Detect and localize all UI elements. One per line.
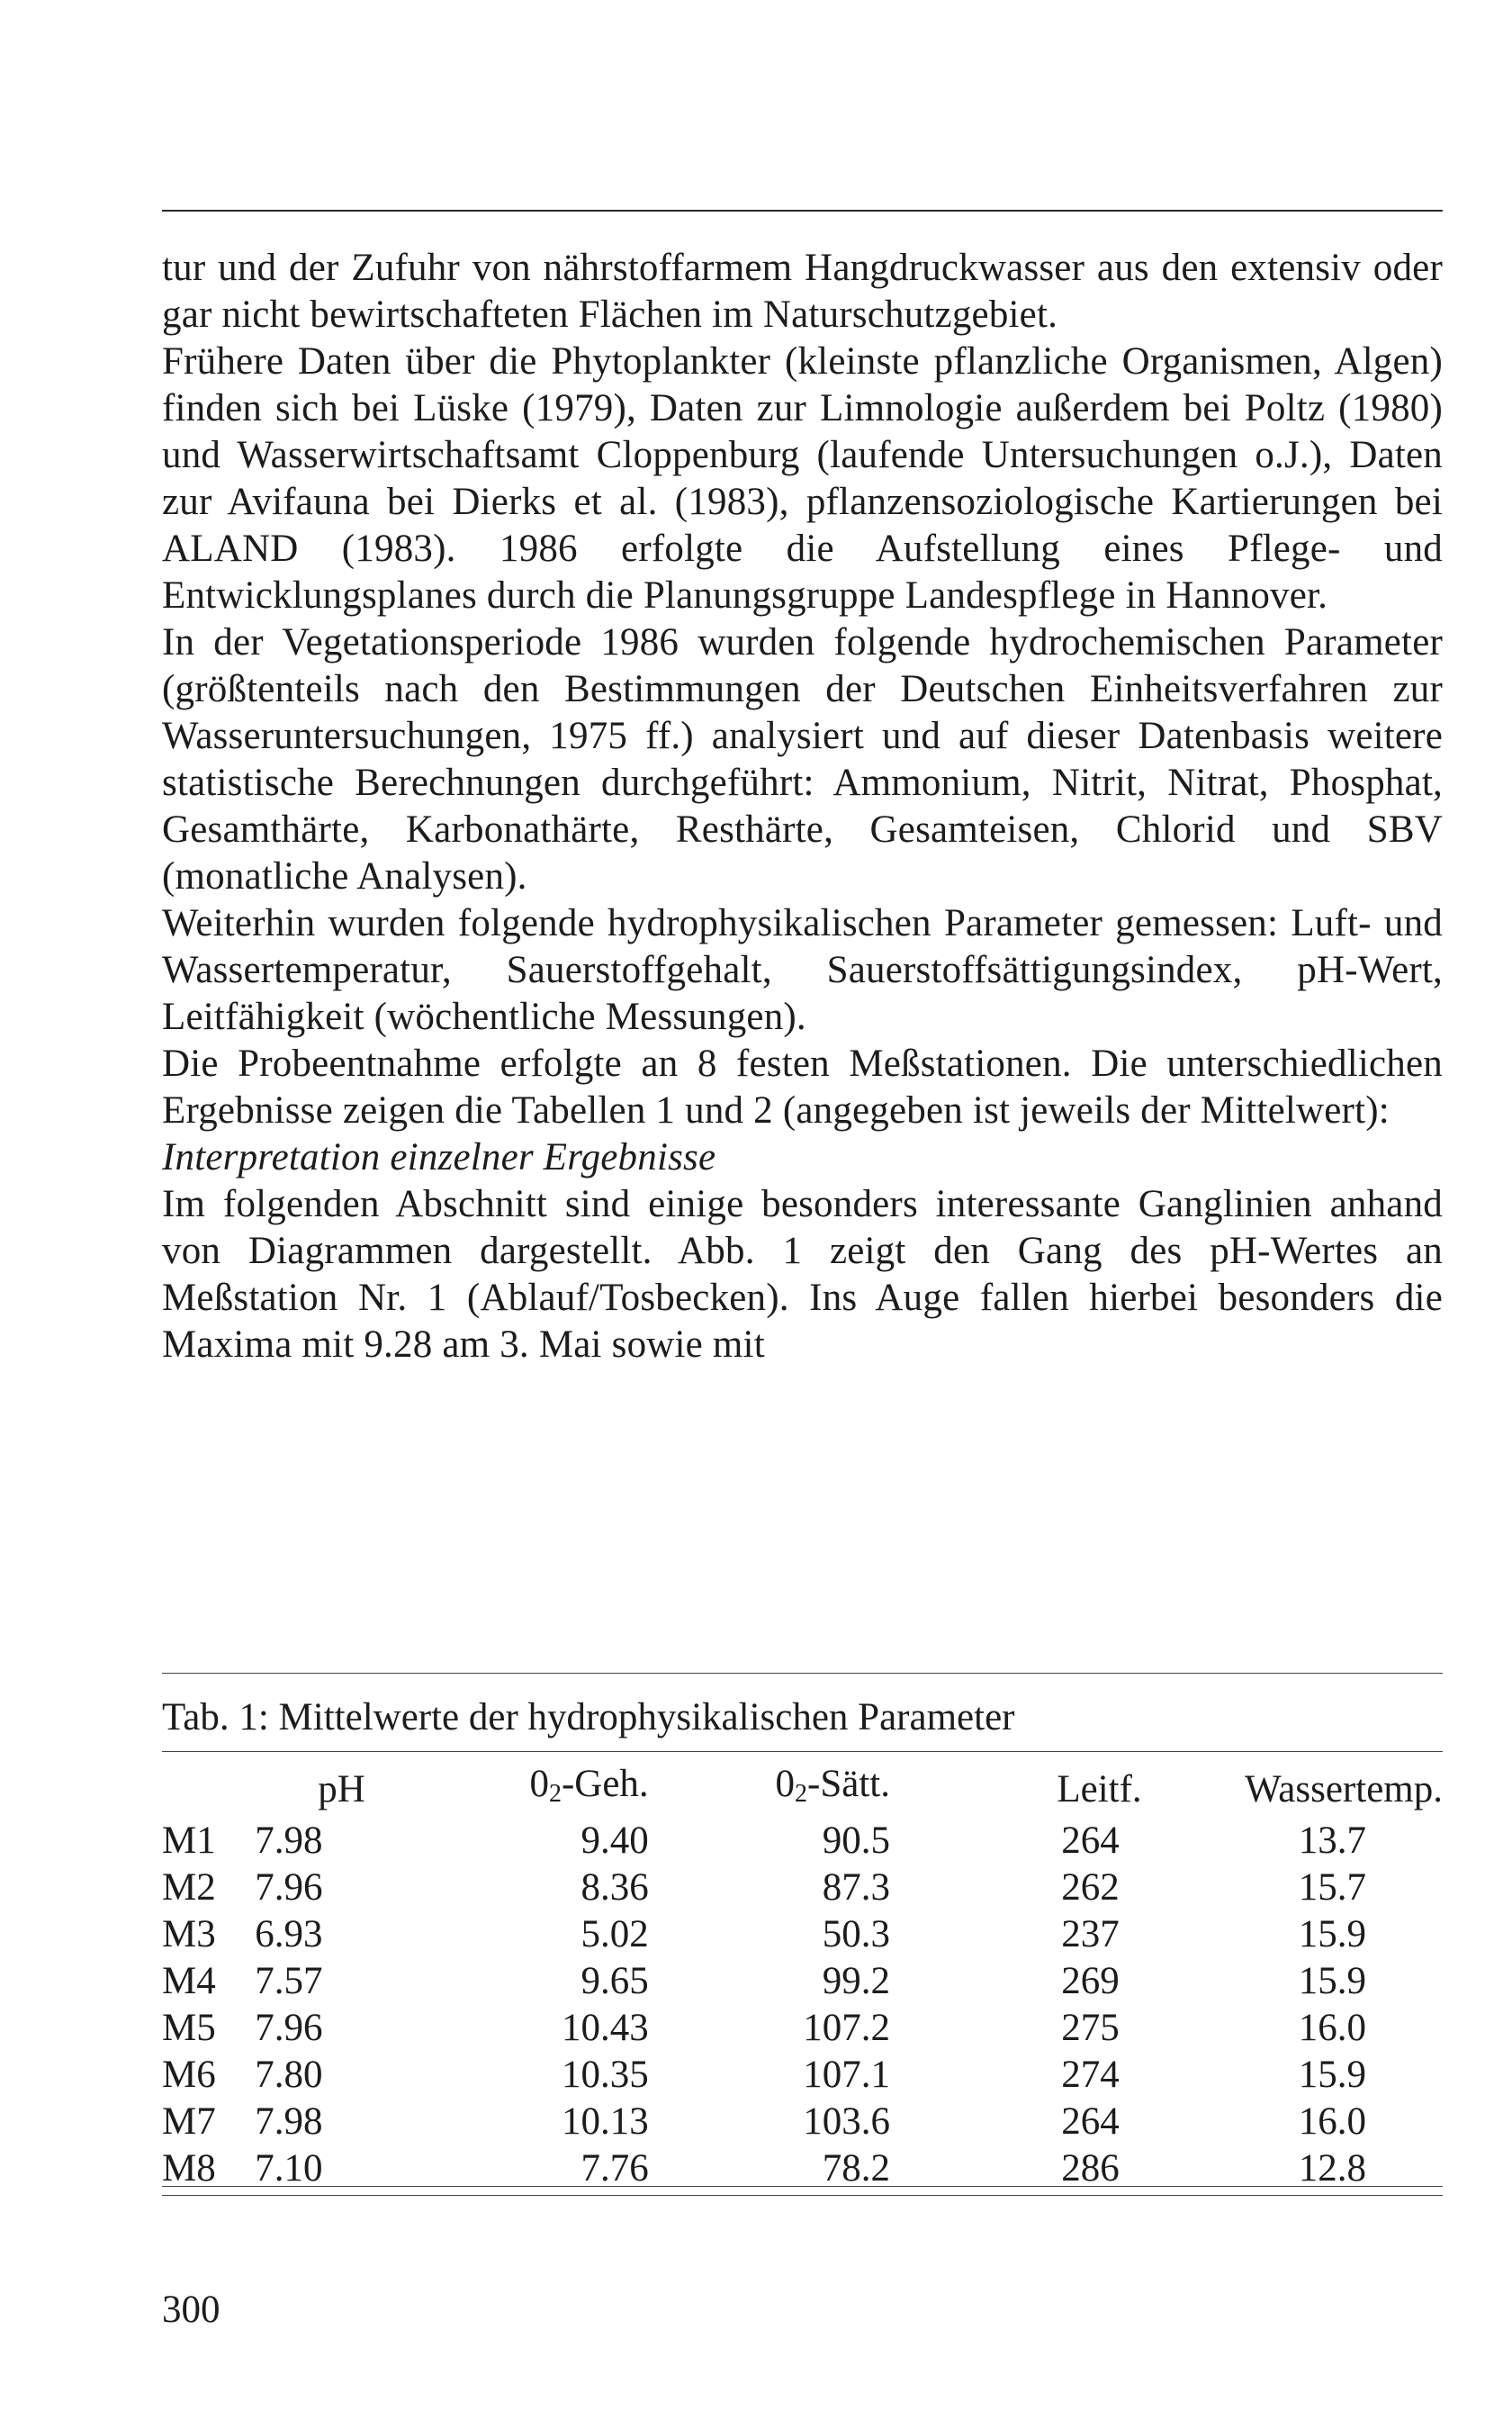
cell-o2-geh: 7.76 [580, 2147, 649, 2190]
table-bottom-rule-upper [162, 2186, 1443, 2187]
cell-o2-geh: 5.02 [580, 1913, 649, 1955]
cell-ph: 7.98 [255, 1820, 323, 1862]
section-heading: Interpretation einzelner Ergebnisse [162, 1136, 716, 1178]
table-row [162, 1911, 1443, 1958]
table-top-rule [162, 1673, 1443, 1674]
cell-o2-geh: 10.43 [561, 2007, 649, 2049]
cell-o2-satt: 90.5 [822, 1820, 890, 1862]
top-rule [162, 210, 1443, 212]
cell-o2-geh: 8.36 [580, 1866, 649, 1909]
header-o2-geh-prefix: 0 [529, 1763, 549, 1805]
header-o2-geh-suffix: -Geh. [561, 1763, 649, 1805]
parameter-table [162, 1761, 1443, 2192]
header-leitf: Leitf. [1057, 1767, 1142, 1810]
cell-leitf: 264 [1061, 2100, 1120, 2143]
cell-leitf: 262 [1061, 1866, 1120, 1909]
cell-leitf: 264 [1061, 1820, 1120, 1862]
cell-leitf: 237 [1061, 1913, 1120, 1955]
paragraph-6: Im folgenden Abschnitt sind einige besonders interessante Ganglinien anhand von Diagrammen dargestellt. Abb. 1 zeigt den Gang des pH-Wertes an Meßstation Nr. 1 (Ablauf/Tosbecken). Ins Auge fallen hierbei besonders die Maxima mit 9.28 am 3. Mai sowie mit [162, 1183, 1443, 1366]
cell-ph: 7.10 [255, 2147, 323, 2190]
cell-station: M2 [162, 1866, 216, 1909]
cell-station: M5 [162, 2007, 216, 2049]
cell-o2-geh: 10.13 [561, 2100, 649, 2143]
table-row [162, 1958, 1443, 2005]
cell-wassertemp: 16.0 [1298, 2100, 1366, 2143]
cell-wassertemp: 12.8 [1298, 2147, 1366, 2190]
table-row [162, 2052, 1443, 2099]
cell-o2-satt: 103.6 [803, 2100, 890, 2143]
cell-station: M7 [162, 2100, 216, 2143]
cell-o2-satt: 50.3 [822, 1913, 890, 1955]
cell-ph: 7.96 [255, 1866, 323, 1909]
table-row [162, 1865, 1443, 1911]
cell-station: M4 [162, 1960, 216, 2002]
table-row [162, 2099, 1443, 2145]
paragraph-1: tur und der Zufuhr von nährstoffarmem Hangdruckwasser aus den extensiv oder gar nicht bewirtschafteten Flächen im Naturschutzgebiet. [162, 247, 1443, 336]
cell-o2-geh: 9.40 [580, 1820, 649, 1862]
header-ph: pH [318, 1767, 365, 1810]
cell-station: M6 [162, 2054, 216, 2096]
table-caption: Tab. 1: Mittelwerte der hydrophysikalischen Parameter [162, 1696, 1015, 1738]
cell-wassertemp: 15.9 [1298, 1913, 1366, 1955]
cell-wassertemp: 15.7 [1298, 1866, 1366, 1909]
paragraph-5: Die Probeentnahme erfolgte an 8 festen Meßstationen. Die unterschiedlichen Ergebnisse zeigen die Tabellen 1 und 2 (angegeben ist jeweils der Mittelwert): [162, 1043, 1443, 1132]
cell-ph: 7.96 [255, 2007, 323, 2049]
table-row [162, 1818, 1443, 1865]
body-text [162, 245, 1443, 1368]
cell-wassertemp: 16.0 [1298, 2007, 1366, 2049]
cell-station: M1 [162, 1820, 216, 1862]
page-number: 300 [162, 2289, 220, 2331]
cell-leitf: 286 [1061, 2147, 1120, 2190]
header-station [162, 1761, 255, 1818]
header-o2-geh [431, 1761, 648, 1818]
cell-ph: 7.80 [255, 2054, 323, 2096]
cell-o2-satt: 78.2 [822, 2147, 890, 2190]
cell-o2-satt: 107.1 [803, 2054, 890, 2096]
cell-o2-geh: 9.65 [580, 1960, 649, 2002]
header-o2-geh-sub: 2 [548, 1780, 562, 1808]
cell-o2-geh: 10.35 [561, 2054, 649, 2096]
cell-leitf: 274 [1061, 2054, 1120, 2096]
header-o2-satt-sub: 2 [795, 1780, 807, 1808]
header-o2-satt-suffix: -Sätt. [807, 1763, 890, 1805]
cell-wassertemp: 15.9 [1298, 1960, 1366, 2002]
cell-ph: 7.57 [255, 1960, 323, 2002]
cell-o2-satt: 87.3 [822, 1866, 890, 1909]
cell-ph: 6.93 [255, 1913, 323, 1955]
table-row [162, 2005, 1443, 2052]
cell-station: M3 [162, 1913, 216, 1955]
table-bottom-rule-lower [162, 2195, 1443, 2196]
caption-rule [162, 1751, 1443, 1752]
header-o2-satt-prefix: 0 [775, 1763, 795, 1805]
cell-station: M8 [162, 2147, 216, 2190]
cell-o2-satt: 107.2 [803, 2007, 890, 2049]
cell-leitf: 275 [1061, 2007, 1120, 2049]
paragraph-2: Frühere Daten über die Phytoplankter (kleinste pflanzliche Organismen, Algen) finden sich bei Lüske (1979), Daten zur Limnologie außerdem bei Poltz (1980) und Wasserwirtschaftsamt Cloppenburg (laufende Untersuchungen o.J.), Daten zur Avifauna bei Dierks et al. (1983), pflanzensoziologische Kartierungen bei ALAND (1983). 1986 erfolgte die Aufstellung eines Pflege- und Entwicklungsplanes durch die Planungsgruppe Landespflege in Hannover. [162, 340, 1443, 617]
cell-ph: 7.98 [255, 2100, 323, 2143]
cell-wassertemp: 13.7 [1298, 1820, 1366, 1862]
paragraph-4: Weiterhin wurden folgende hydrophysikalischen Parameter gemessen: Luft- und Wassertemperatur, Sauerstoffgehalt, Sauerstoffsättigungsindex, pH-Wert, Leitfähigkeit (wöchentliche Messungen). [162, 902, 1443, 1038]
cell-wassertemp: 15.9 [1298, 2054, 1366, 2096]
header-wassertemp: Wassertemp. [1245, 1767, 1443, 1810]
cell-o2-satt: 99.2 [822, 1960, 890, 2002]
table-header-row [162, 1761, 1443, 1818]
header-o2-satt [649, 1761, 890, 1818]
paragraph-3: In der Vegetationsperiode 1986 wurden folgende hydrochemischen Parameter (größtenteils nach den Bestimmungen der Deutschen Einheitsverfahren zur Wasseruntersuchungen, 1975 ff.) analysiert und auf dieser Datenbasis weitere statistische Berechnungen durchgeführt: Ammonium, Nitrit, Nitrat, Phosphat, Gesamthärte, Karbonathärte, Resthärte, Gesamteisen, Chlorid und SBV (monatliche Analysen). [162, 621, 1443, 898]
cell-leitf: 269 [1061, 1960, 1120, 2002]
